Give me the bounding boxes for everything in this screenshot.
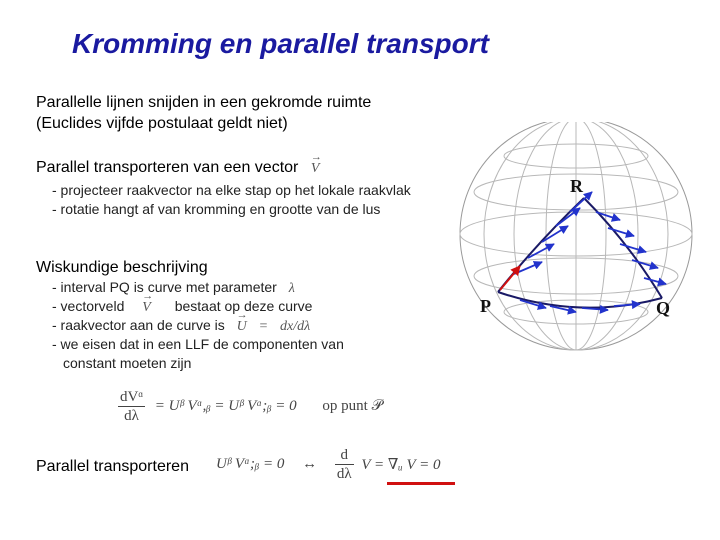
equation-fraction (118, 388, 145, 425)
transport-bullet-2: - rotatie hangt af van kromming en grootte van de lus (52, 201, 381, 217)
main-equation (118, 388, 382, 425)
vector-v-symbol: → V (311, 159, 320, 179)
label-r: R (570, 176, 583, 196)
equivalence-arrow: ↔ (302, 456, 318, 472)
math-bullet-1 (52, 278, 295, 298)
highlight-underline (387, 482, 455, 485)
intro-line-2: (Euclides vijfde postulaat geldt niet) (36, 115, 288, 132)
transport-bullet-1: - projecteer raakvector na elke stap op het lokale raakvlak (52, 182, 411, 198)
math-bullet-2-text-b: bestaat op deze curve (174, 298, 313, 314)
math-bullet-4-line-1: - we eisen dat in een LLF de componenten van (52, 336, 344, 352)
equation-rest: = Uᵝ Vᵅ,ᵦ = Uᵝ Vᵅ;ᵦ = 0 (154, 397, 297, 414)
final-denominator: dλ (336, 466, 352, 482)
math-bullet-3 (52, 316, 310, 336)
math-bullet-4-line-2: constant moeten zijn (63, 355, 192, 371)
final-eq-left: Uᵝ Vᵅ;ᵦ = 0 (216, 456, 285, 472)
equation-label: op punt 𝒫 (322, 397, 383, 414)
math-bullet-2 (52, 297, 312, 317)
final-numerator: d (335, 446, 354, 465)
page-title: Kromming en parallel transport (72, 28, 489, 59)
final-equation (216, 446, 441, 483)
label-p: P (480, 296, 491, 316)
math-bullet-2-text-a: - vectorveld (52, 298, 125, 314)
vector-field-symbol: → V (142, 299, 151, 317)
rotated-vector (500, 266, 520, 290)
transport-heading-text: Parallel transporteren van een vector (36, 159, 299, 176)
dx-dlambda-symbol: dx/dλ (280, 319, 311, 334)
math-bullet-1-text: - interval PQ is curve met parameter (52, 279, 277, 295)
final-label: Parallel transporteren (36, 458, 189, 475)
equation-numerator: dVᵅ (120, 389, 144, 405)
final-fraction (335, 446, 354, 483)
math-heading: Wiskundige beschrijving (36, 259, 208, 276)
equation-denominator: dλ (124, 408, 139, 424)
lambda-symbol: λ (288, 281, 295, 296)
equals-sign: = (258, 319, 269, 334)
label-q: Q (656, 298, 671, 318)
sphere-diagram (458, 122, 698, 352)
intro-line-1: Parallelle lijnen snijden in een gekromde ruimte (36, 94, 372, 111)
final-eq-right: V = ∇ᵤ V = 0 (361, 457, 441, 473)
tangent-u-symbol: → U (237, 318, 247, 336)
math-bullet-3-text: - raakvector aan de curve is (52, 317, 225, 333)
transport-heading (36, 158, 319, 179)
